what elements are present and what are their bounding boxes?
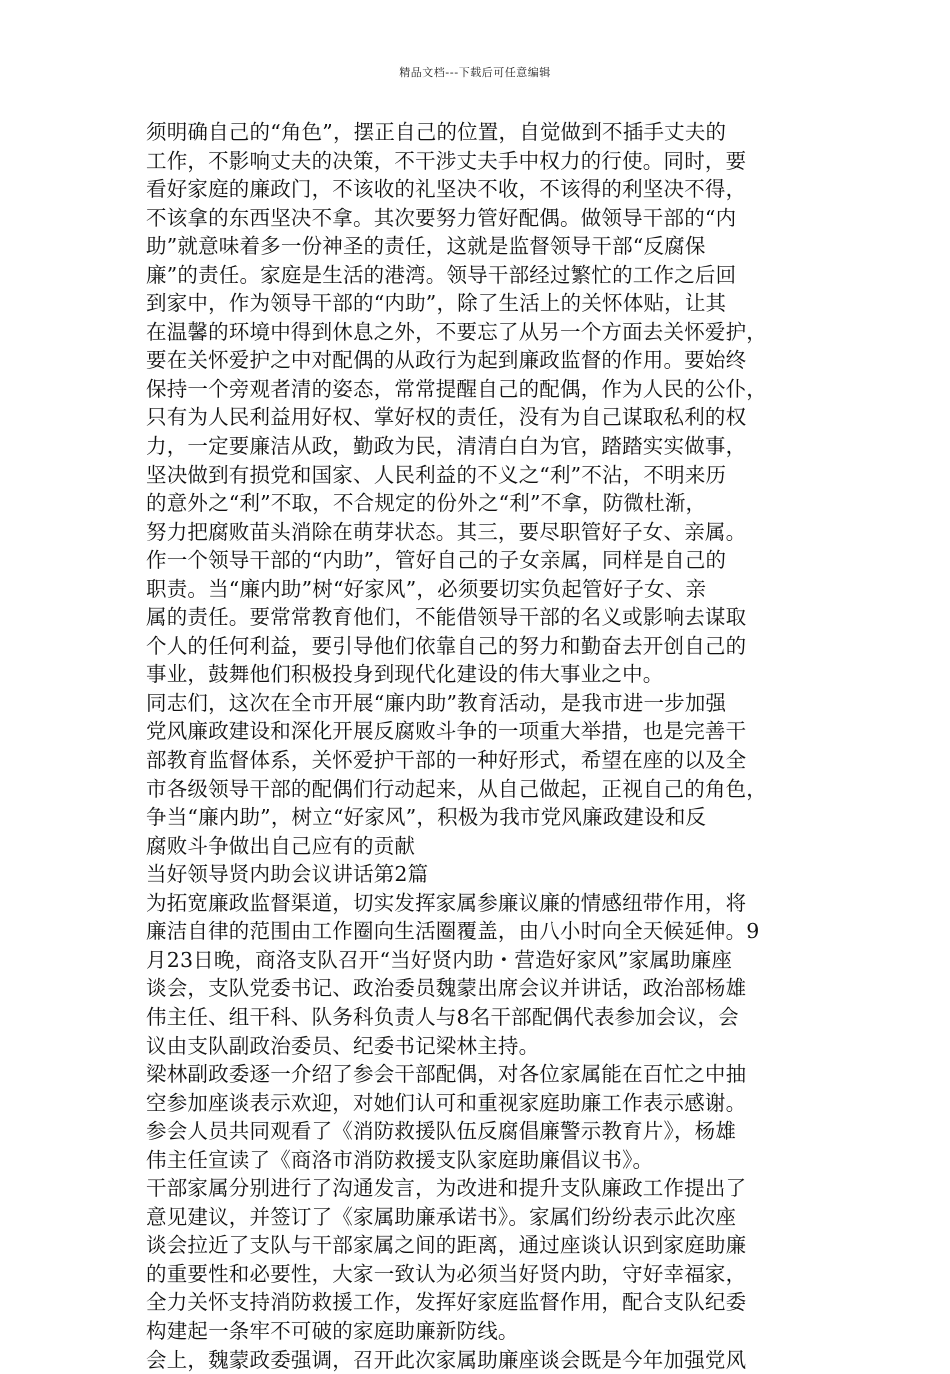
text-line: 属的责任。要常常教育他们，不能借领导干部的名义或影响去谋取 xyxy=(146,605,747,630)
text-line: 在温馨的环境中得到休息之外，不要忘了从另一个方面去关怀爱护， xyxy=(146,319,767,344)
text-line: 作一个领导干部的“内助”，管好自己的子女亲属，同样是自己的 xyxy=(146,548,727,573)
text-line: 到家中，作为领导干部的“内助”，除了生活上的关怀体贴，让其 xyxy=(146,291,727,316)
text-line: 月23日晚，商洛支队召开“当好贤内助・营造好家风”家属助廉座 xyxy=(146,947,733,972)
text-line: 同志们，这次在全市开展“廉内助”教育活动，是我市进一步加强 xyxy=(146,690,727,715)
text-line: 意见建议，并签订了《家属助廉承诺书》。家属们纷纷表示此次座 xyxy=(146,1204,737,1229)
text-line: 廉洁自律的范围由工作圈向生活圈覆盖，由八小时向全天候延伸。9 xyxy=(146,919,760,944)
text-line: 议由支队副政治委员、纪委书记梁林主持。 xyxy=(146,1033,540,1058)
text-line: 当好领导贤内助会议讲话第2篇 xyxy=(146,862,429,887)
text-line: 谈会拉近了支队与干部家属之间的距离，通过座谈认识到家庭助廉 xyxy=(146,1233,747,1258)
text-line: 助”就意味着多一份神圣的责任，这就是监督领导干部“反腐保 xyxy=(146,234,706,259)
document-body xyxy=(146,118,816,1374)
text-line: 部教育监督体系，关怀爱护干部的一种好形式，希望在座的以及全 xyxy=(146,748,747,773)
text-line: 努力把腐败苗头消除在萌芽状态。其三，要尽职管好子女、亲属。 xyxy=(146,519,747,544)
text-line: 廉”的责任。家庭是生活的港湾。领导干部经过繁忙的工作之后回 xyxy=(146,262,737,287)
text-line: 只有为人民利益用好权、掌好权的责任，没有为自己谋取私利的权 xyxy=(146,405,747,430)
text-line: 争当“廉内助”，树立“好家风”，积极为我市党风廉政建设和反 xyxy=(146,805,707,830)
text-line: 事业，鼓舞他们积极投身到现代化建设的伟大事业之中。 xyxy=(146,662,664,687)
text-line: 梁林副政委逐一介绍了参会干部配偶，对各位家属能在百忙之中抽 xyxy=(146,1062,747,1087)
text-line: 不该拿的东西坚决不拿。其次要努力管好配偶。做领导干部的“内 xyxy=(146,205,737,230)
text-line: 看好家庭的廉政门，不该收的礼坚决不收，不该得的利坚决不得， xyxy=(146,177,747,202)
text-line: 参会人员共同观看了《消防救援队伍反腐倡廉警示教育片》，杨雄 xyxy=(146,1119,737,1144)
text-line: 力，一定要廉洁从政，勤政为民，清清白白为官，踏踏实实做事， xyxy=(146,434,747,459)
text-line: 干部家属分别进行了沟通发言，为改进和提升支队廉政工作提出了 xyxy=(146,1176,747,1201)
text-line: 的意外之“利”不取，不合规定的份外之“利”不拿，防微杜渐， xyxy=(146,491,707,516)
text-line: 要在关怀爱护之中对配偶的从政行为起到廉政监督的作用。要始终 xyxy=(146,348,747,373)
text-line: 职责。当“廉内助”树“好家风”，必须要切实负起管好子女、亲 xyxy=(146,576,707,601)
text-line: 工作，不影响丈夫的决策，不干涉丈夫手中权力的行使。同时，要 xyxy=(146,148,747,173)
text-line: 腐败斗争做出自己应有的贡献 xyxy=(146,833,416,858)
text-line: 个人的任何利益，要引导他们依靠自己的努力和勤奋去开创自己的 xyxy=(146,633,747,658)
page-header: 精品文档---下载后可任意编辑 xyxy=(399,66,551,79)
text-line: 为拓宽廉政监督渠道，切实发挥家属参廉议廉的情感纽带作用，将 xyxy=(146,890,747,915)
text-line: 构建起一条牢不可破的家庭助廉新防线。 xyxy=(146,1318,519,1343)
text-line: 须明确自己的“角色”，摆正自己的位置，自觉做到不插手丈夫的 xyxy=(146,120,727,144)
text-line: 党风廉政建设和深化开展反腐败斗争的一项重大举措，也是完善干 xyxy=(146,719,747,744)
text-line: 会上，魏蒙政委强调，召开此次家属助廉座谈会既是今年加强党风 xyxy=(146,1347,747,1372)
text-line: 市各级领导干部的配偶们行动起来，从自己做起，正视自己的角色， xyxy=(146,776,767,801)
text-line: 全力关怀支持消防救援工作，发挥好家庭监督作用，配合支队纪委 xyxy=(146,1290,747,1315)
text-line: 的重要性和必要性，大家一致认为必须当好贤内助，守好幸福家， xyxy=(146,1261,747,1286)
text-line: 谈会，支队党委书记、政治委员魏蒙出席会议并讲话，政治部杨雄 xyxy=(146,976,747,1001)
text-line: 伟主任宣读了《商洛市消防救援支队家庭助廉倡议书》。 xyxy=(146,1147,654,1172)
text-line: 空参加座谈表示欢迎，对她们认可和重视家庭助廉工作表示感谢。 xyxy=(146,1090,747,1115)
text-line: 伟主任、组干科、队务科负责人与8名干部配偶代表参加会议，会 xyxy=(146,1004,739,1029)
text-line: 坚决做到有损党和国家、人民利益的不义之“利”不沾，不明来历 xyxy=(146,462,727,487)
text-line: 保持一个旁观者清的姿态，常常提醒自己的配偶，作为人民的公仆， xyxy=(146,376,767,401)
